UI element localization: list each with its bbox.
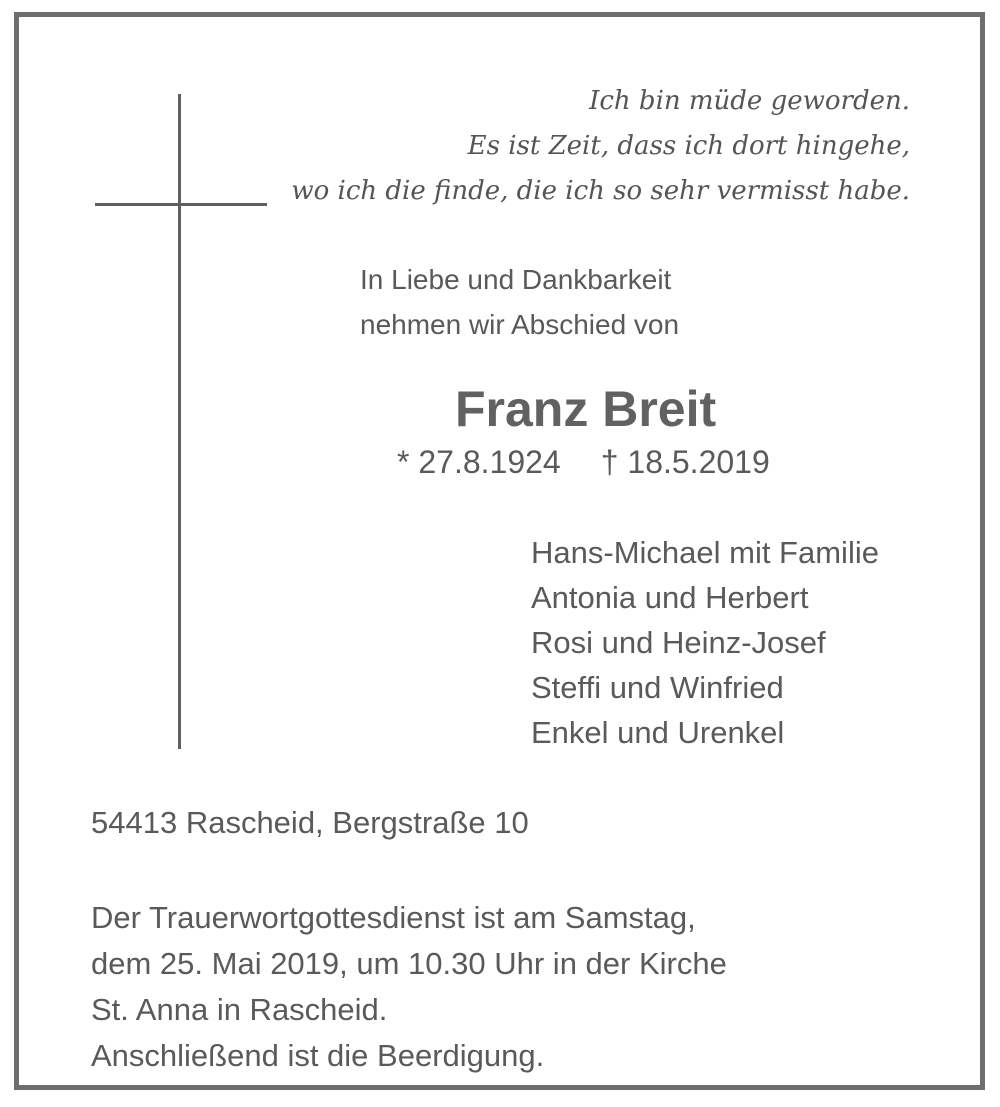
- service-line: dem 25. Mai 2019, um 10.30 Uhr in der Kirche: [91, 946, 727, 981]
- intro-line: nehmen wir Abschied von: [360, 309, 680, 340]
- mourners-list: [531, 530, 879, 755]
- farewell-intro: [360, 257, 679, 347]
- mourning-address: 54413 Rascheid, Bergstraße 10: [91, 805, 529, 840]
- deceased-name: Franz Breit: [455, 381, 717, 437]
- mourner-entry: Rosi und Heinz-Josef: [531, 625, 826, 660]
- poem-line: Es ist Zeit, dass ich dort hingehe,: [467, 131, 910, 161]
- poem-line: wo ich die finde, die ich so sehr vermisst habe.: [291, 176, 910, 206]
- mourner-entry: Antonia und Herbert: [531, 580, 809, 615]
- life-dates: [397, 442, 770, 482]
- birth-date: * 27.8.1924: [397, 444, 561, 480]
- service-line: Der Trauerwortgottesdienst ist am Samstag,: [91, 900, 696, 935]
- poem-line: Ich bin müde geworden.: [589, 86, 910, 116]
- service-notice: [91, 895, 727, 1079]
- cross-icon-vertical-bar: [178, 94, 181, 749]
- service-line: St. Anna in Rascheid.: [91, 992, 388, 1027]
- mourner-entry: Enkel und Urenkel: [531, 715, 785, 750]
- service-line: Anschließend ist die Beerdigung.: [91, 1038, 545, 1073]
- cross-icon-horizontal-bar: [95, 203, 267, 206]
- poem-quote: [270, 79, 910, 214]
- mourner-entry: Steffi und Winfried: [531, 670, 784, 705]
- death-date: † 18.5.2019: [600, 444, 770, 480]
- mourner-entry: Hans-Michael mit Familie: [531, 535, 879, 570]
- intro-line: In Liebe und Dankbarkeit: [360, 264, 672, 295]
- obituary-frame: [14, 12, 985, 1090]
